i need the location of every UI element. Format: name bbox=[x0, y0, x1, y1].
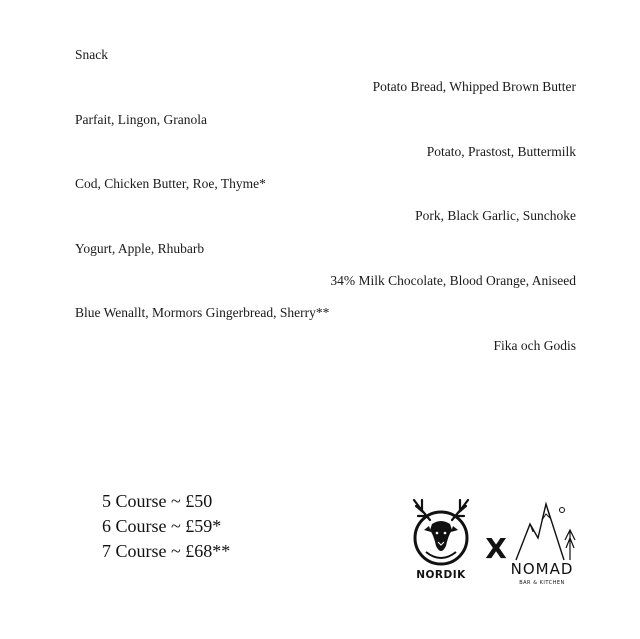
price-list bbox=[102, 489, 230, 564]
course-item: Potato Bread, Whipped Brown Butter bbox=[372, 79, 576, 95]
course-item: Snack bbox=[75, 47, 108, 62]
nordik-wordmark: NORDIK bbox=[416, 569, 466, 581]
price-5-course: 5 Course ~ £50 bbox=[102, 491, 213, 511]
course-item: Pork, Black Garlic, Sunchoke bbox=[415, 208, 576, 224]
tasting-menu bbox=[75, 45, 576, 368]
nomad-wordmark: NOMAD bbox=[510, 560, 574, 578]
nomad-subtitle: BAR & KITCHEN bbox=[519, 580, 565, 586]
logos-graphic bbox=[408, 490, 584, 590]
course-item: Yogurt, Apple, Rhubarb bbox=[75, 240, 205, 256]
course-item: Blue Wenallt, Mormors Gingerbread, Sherry** bbox=[75, 305, 330, 321]
collab-separator: X bbox=[485, 532, 507, 565]
collab-logos bbox=[408, 490, 584, 590]
course-item: Cod, Chicken Butter, Roe, Thyme* bbox=[75, 176, 266, 192]
price-6-course: 6 Course ~ £59* bbox=[102, 516, 222, 536]
nomad-mountain-icon bbox=[516, 504, 575, 560]
course-item: Potato, Prastost, Buttermilk bbox=[426, 143, 576, 159]
course-item: Parfait, Lingon, Granola bbox=[75, 111, 207, 127]
course-item: 34% Milk Chocolate, Blood Orange, Aniseed bbox=[330, 273, 576, 289]
course-item: Fika och Godis bbox=[493, 337, 576, 353]
nordik-stag-icon bbox=[414, 500, 468, 564]
price-7-course: 7 Course ~ £68** bbox=[102, 541, 231, 561]
